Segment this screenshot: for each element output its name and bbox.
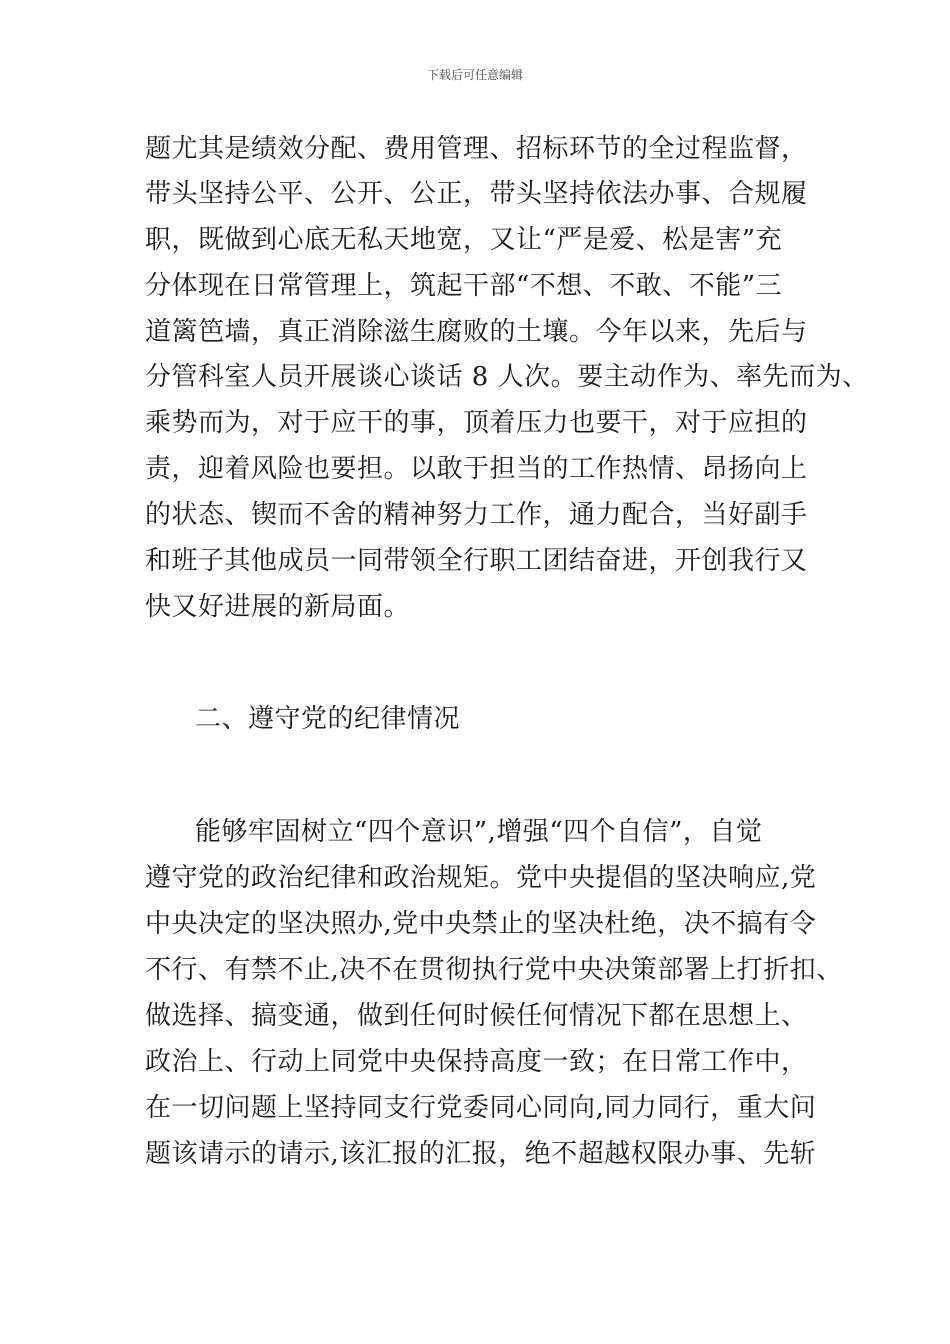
paragraph-line: 遵守党的政治纪律和政治规矩。党中央提倡的坚决响应,党 (145, 863, 817, 893)
paragraph-line: 在一切问题上坚持同支行党委同心同向,同力同行，重大问 (145, 1093, 817, 1123)
paragraph-line: 中央决定的坚决照办,党中央禁止的坚决杜绝，决不搞有令 (145, 909, 817, 939)
paragraph-line: 道篱笆墙，真正消除滋生腐败的土壤。今年以来，先后与 (145, 317, 808, 347)
paragraph-line: 题尤其是绩效分配、费用管理、招标环节的全过程监督， (145, 134, 808, 164)
header-note: 下载后可任意编辑 (426, 68, 523, 82)
paragraph-line: 带头坚持公平、公开、公正，带头坚持依法办事、合规履 (145, 179, 808, 209)
paragraph-line: 能够牢固树立“四个意识”,增强“四个自信”，自觉 (195, 817, 763, 847)
paragraph-line: 快又好进展的新局面。 (145, 592, 411, 622)
paragraph-line: 分管科室人员开展谈心谈话 8 人次。要主动作为、率先而为、 (145, 362, 869, 392)
paragraph-line: 政治上、行动上同党中央保持高度一致；在日常工作中， (145, 1047, 808, 1077)
section-heading: 二、遵守党的纪律情况 (195, 704, 461, 734)
paragraph-line: 乘势而为，对于应干的事，顶着压力也要干，对于应担的 (145, 408, 808, 438)
paragraph-line: 和班子其他成员一同带领全行职工团结奋进，开创我行又 (145, 546, 808, 576)
paragraph-line: 职，既做到心底无私天地宽，又让“严是爱、松是害”充 (145, 225, 783, 255)
paragraph-line: 做选择、搞变通，做到任何时候任何情况下都在思想上、 (145, 1001, 808, 1031)
paragraph-line: 题该请示的请示,该汇报的汇报，绝不超越权限办事、先斩 (145, 1139, 817, 1169)
paragraph-line: 的状态、锲而不舍的精神努力工作，通力配合，当好副手 (145, 500, 808, 530)
paragraph-line: 分体现在日常管理上，筑起干部“不想、不敢、不能”三 (145, 271, 783, 301)
paragraph-line: 责，迎着风险也要担。以敢于担当的工作热情、昂扬向上 (145, 454, 808, 484)
paragraph-line: 不行、有禁不止,决不在贯彻执行党中央决策部署上打折扣、 (145, 955, 843, 985)
